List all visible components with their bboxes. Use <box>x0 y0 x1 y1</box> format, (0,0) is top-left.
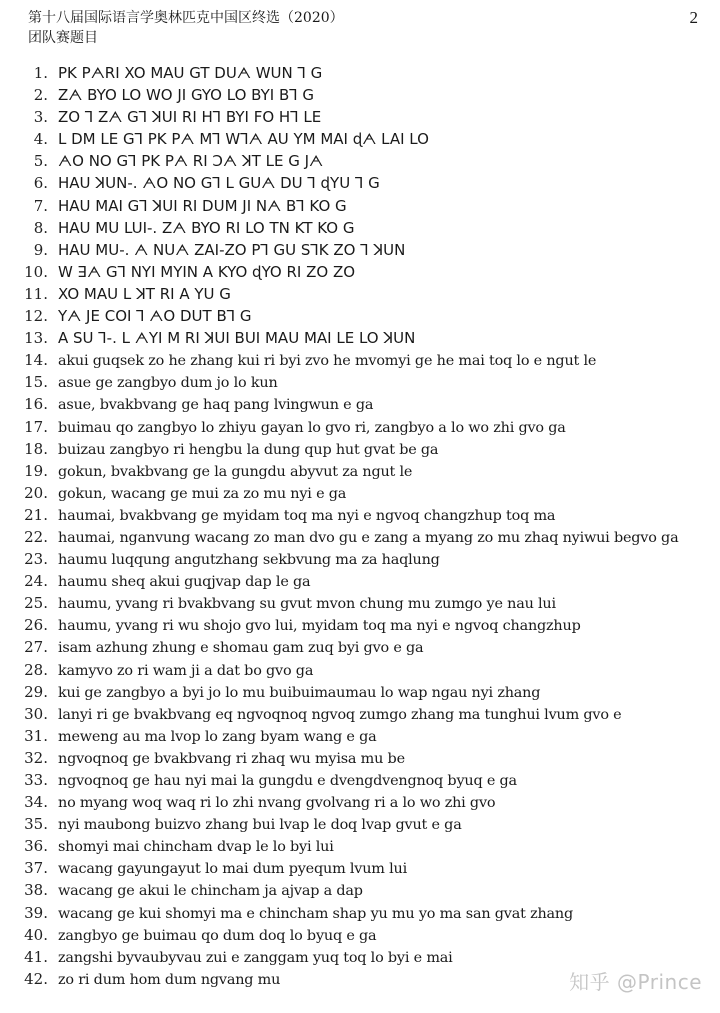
item-number: 21. <box>24 505 48 524</box>
item-number: 32. <box>24 748 48 767</box>
item-text: zangbyo ge buimau qo dum doq lo byuq e ga <box>58 927 377 944</box>
list-item <box>20 395 710 417</box>
item-number: 4. <box>33 130 48 149</box>
item-text: HAU MAI Gꓶ ꓘUI RI DUM JI Nᗅ Bꓶ KO G <box>58 196 347 215</box>
item-text: wacang gayungayut lo mai dum pyequm lvum lui <box>58 861 407 878</box>
item-number: 7. <box>33 196 48 215</box>
item-text: A SU ꓶ-. L ᗅYI M RI ꓘUI BUI MAU MAI LE LO ꓘUN <box>58 329 416 348</box>
item-text: XO MAU L ꓘT RI A YU G <box>58 284 231 303</box>
list-item <box>20 683 710 705</box>
list-item <box>20 440 710 462</box>
item-number: 38. <box>24 881 48 900</box>
item-number: 34. <box>24 793 48 812</box>
item-text: akui guqsek zo he zhang kui ri byi zvo he mvomyi ge he mai toq lo e ngut le <box>58 353 597 370</box>
item-text: Zᗅ BYO LO WO JI GYO LO BYI Bꓶ G <box>58 86 315 105</box>
list-item <box>20 462 710 484</box>
item-text: HAU MU-. ᗅ NUᗅ ZAI-ZO Pꓶ GU SꓶK ZO ꓶ ꓘUN <box>58 240 406 259</box>
item-number: 10. <box>24 262 48 281</box>
list-item <box>20 661 710 683</box>
list-item <box>20 285 710 307</box>
list-item <box>20 616 710 638</box>
item-number: 33. <box>24 771 48 789</box>
list-item <box>20 329 710 351</box>
item-number: 14. <box>24 351 48 370</box>
item-text: W ꓱᗅ Gꓶ NYI MYIN A KYO ɖYO RI ZO ZO <box>58 262 356 281</box>
list-item <box>20 859 710 881</box>
list-item <box>20 926 710 948</box>
item-number: 30. <box>24 704 48 723</box>
item-text: zo ri dum hom dum ngvang mu <box>58 971 281 988</box>
list-item <box>20 837 710 859</box>
item-number: 27. <box>24 638 48 657</box>
item-text: zangshi byvaubyvau zui e zanggam yuq toq lo byi e mai <box>58 949 453 966</box>
item-text: ZO ꓶ Zᗅ Gꓶ ꓘUI RI Hꓶ BYI FO Hꓶ LE <box>58 108 322 127</box>
item-text: ngvoqnoq ge bvakbvang ri zhaq wu myisa mu be <box>58 750 405 767</box>
list-item <box>20 815 710 837</box>
item-number: 12. <box>24 307 48 326</box>
item-text: buizau zangbyo ri hengbu la dung qup hut gvat be ga <box>58 441 439 458</box>
header-title-line <box>28 8 698 28</box>
list-item <box>20 263 710 285</box>
item-number: 18. <box>24 439 48 458</box>
watermark: 知乎 @Prince <box>569 970 702 994</box>
item-number: 37. <box>24 859 48 878</box>
item-text: L DM LE Gꓶ PK Pᗅ Mꓶ Wꓶᗅ AU YM MAI ɖᗅ LAI LO <box>58 130 429 149</box>
item-number: 2. <box>33 86 48 105</box>
item-text: wacang ge akui le chincham ja ajvap a dap <box>58 883 363 900</box>
item-number: 42. <box>24 969 48 988</box>
list-item <box>20 373 710 395</box>
item-number: 25. <box>24 594 48 613</box>
item-number: 36. <box>24 837 48 856</box>
item-text: nyi maubong buizvo zhang bui lvap le doq lvap gvut e ga <box>58 817 462 834</box>
page-header <box>28 8 698 48</box>
item-number: 29. <box>24 682 48 701</box>
list-item <box>20 351 710 373</box>
header-title: 第十八届国际语言学奥林匹克中国区终选（2020） <box>28 10 344 26</box>
item-number: 22. <box>24 527 48 546</box>
item-text: haumu, yvang ri wu shojo gvo lui, myidam toq ma nyi e ngvoq changzhup <box>58 618 581 635</box>
item-text: meweng au ma lvop lo zang byam wang e ga <box>58 728 377 745</box>
list-item <box>20 484 710 506</box>
item-number: 11. <box>24 284 48 303</box>
item-text: haumu luqqung angutzhang sekbvung ma za haqlung <box>58 552 440 569</box>
list-item <box>20 241 710 263</box>
list-item <box>20 174 710 196</box>
item-text: buimau qo zangbyo lo zhiyu gayan lo gvo ri, zangbyo a lo wo zhi gvo ga <box>58 419 566 436</box>
list-item <box>20 307 710 329</box>
item-number: 13. <box>24 329 48 348</box>
list-item <box>20 108 710 130</box>
item-text: shomyi mai chincham dvap le lo byi lui <box>58 839 334 856</box>
item-number: 1. <box>33 64 48 82</box>
item-number: 31. <box>24 726 48 745</box>
page-number: 2 <box>689 8 698 27</box>
list-item <box>20 86 710 108</box>
item-number: 24. <box>24 572 48 591</box>
item-number: 23. <box>24 550 48 569</box>
item-number: 41. <box>24 947 48 966</box>
item-number: 40. <box>24 925 48 944</box>
list-item <box>20 506 710 528</box>
item-text: wacang ge kui shomyi ma e chincham shap yu mu yo ma san gvat zhang <box>58 905 573 922</box>
list-item <box>20 594 710 616</box>
list-item <box>20 793 710 815</box>
item-number: 26. <box>24 616 48 635</box>
item-text: gokun, bvakbvang ge la gungdu abyvut za ngut le <box>58 463 413 480</box>
item-text: asue ge zangbyo dum jo lo kun <box>58 375 278 392</box>
list-item <box>20 152 710 174</box>
item-text: haumai, nganvung wacang zo man dvo gu e zang a myang zo mu zhaq nyiwui begvo ga <box>58 529 679 546</box>
list-item <box>20 528 710 550</box>
item-text: HAU MU LUI-. Zᗅ BYO RI LO TN KT KO G <box>58 218 355 237</box>
item-number: 15. <box>24 373 48 392</box>
item-number: 19. <box>24 461 48 480</box>
list-item <box>20 705 710 727</box>
item-text: kui ge zangbyo a byi jo lo mu buibuimaumau lo wap ngau nyi zhang <box>58 684 541 701</box>
item-number: 17. <box>24 417 48 436</box>
list-item <box>20 727 710 749</box>
item-text: haumai, bvakbvang ge myidam toq ma nyi e ngvoq changzhup toq ma <box>58 507 556 524</box>
item-text: ngvoqnoq ge hau nyi mai la gungdu e dvengdvengnoq byuq e ga <box>58 773 517 789</box>
list-item <box>20 64 710 86</box>
sentence-list <box>20 64 710 992</box>
list-item <box>20 771 710 793</box>
item-number: 28. <box>24 660 48 679</box>
list-item <box>20 418 710 440</box>
list-item <box>20 130 710 152</box>
list-item <box>20 638 710 660</box>
list-item <box>20 749 710 771</box>
header-subtitle: 团队赛题目 <box>28 30 98 46</box>
item-text: haumu, yvang ri bvakbvang su gvut mvon chung mu zumgo ye nau lui <box>58 596 556 613</box>
item-text: lanyi ri ge bvakbvang eq ngvoqnoq ngvoq zumgo zhang ma tunghui lvum gvo e <box>58 706 622 723</box>
list-item <box>20 219 710 241</box>
list-item <box>20 881 710 903</box>
item-text: ᗅO NO Gꓶ PK Pᗅ RI ꓛᗅ ꓘT LE G Jᗅ <box>58 152 324 171</box>
item-number: 8. <box>33 218 48 237</box>
item-number: 16. <box>24 395 48 414</box>
list-item <box>20 904 710 926</box>
item-text: PK PᗅRI XO MAU GT DUᗅ WUN ꓶ G <box>58 64 323 82</box>
item-number: 5. <box>33 152 48 171</box>
item-text: kamyvo zo ri wam ji a dat bo gvo ga <box>58 662 314 679</box>
item-text: asue, bvakbvang ge haq pang lvingwun e ga <box>58 397 374 414</box>
item-text: Yᗅ JE COI ꓶ ᗅO DUT Bꓶ G <box>58 307 252 326</box>
item-text: gokun, wacang ge mui za zo mu nyi e ga <box>58 485 347 502</box>
item-number: 9. <box>33 240 48 259</box>
item-number: 20. <box>24 483 48 502</box>
item-text: isam azhung zhung e shomau gam zuq byi gvo e ga <box>58 640 424 657</box>
item-text: haumu sheq akui guqjvap dap le ga <box>58 574 311 591</box>
list-item <box>20 550 710 572</box>
item-number: 35. <box>24 815 48 834</box>
list-item <box>20 197 710 219</box>
item-text: HAU ꓘUN-. ᗅO NO Gꓶ L GUᗅ DU ꓶ ɖYU ꓶ G <box>58 174 380 193</box>
item-number: 3. <box>33 108 48 127</box>
item-number: 39. <box>24 903 48 922</box>
item-number: 6. <box>33 174 48 193</box>
list-item <box>20 572 710 594</box>
item-text: no myang woq waq ri lo zhi nvang gvolvang ri a lo wo zhi gvo <box>58 795 496 812</box>
